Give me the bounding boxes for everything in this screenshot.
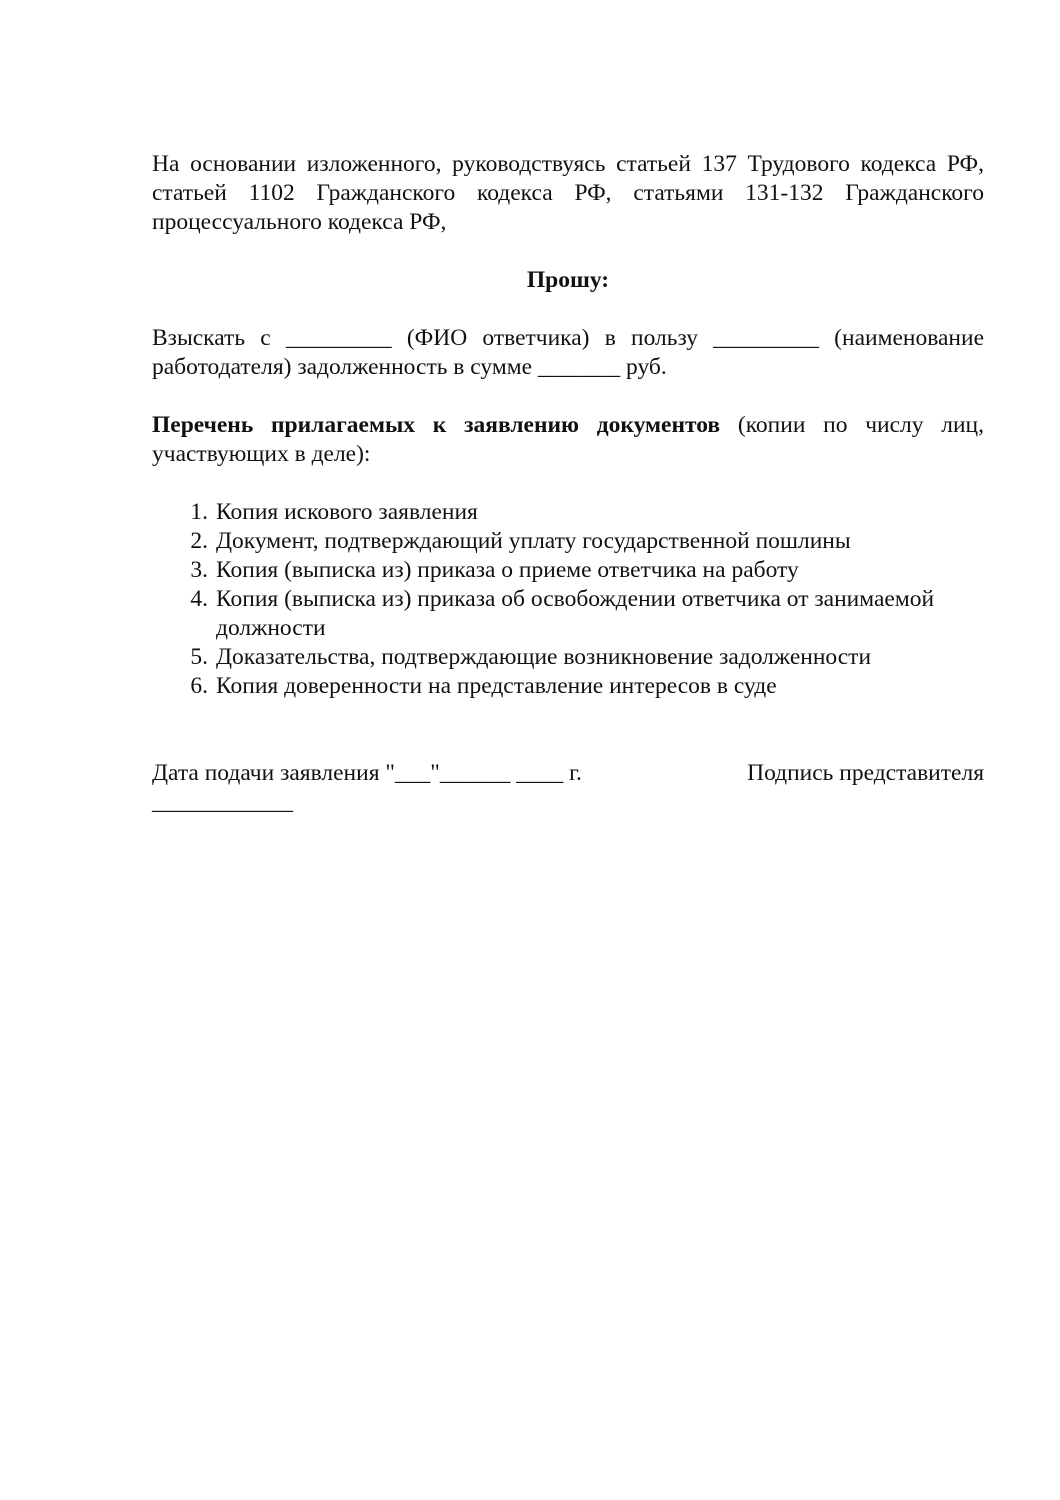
attachments-title: Перечень прилагаемых к заявлению документов (152, 412, 721, 438)
list-item-text: Копия искового заявления (216, 499, 478, 525)
list-item (152, 672, 984, 701)
list-item (152, 498, 984, 527)
list-item-text: Документ, подтверждающий уплату государственной пошлины (216, 528, 851, 554)
list-item (152, 643, 984, 672)
list-item-number: 3. (190, 557, 208, 583)
list-item-number: 4. (190, 586, 208, 612)
list-item-text: Копия (выписка из) приказа о приеме ответчика на работу (216, 557, 799, 583)
submission-date-label: Дата подачи заявления "___"______ ____ г. (152, 760, 582, 786)
request-paragraph: Взыскать с _________ (ФИО ответчика) в пользу _________ (наименование работодателя) задолженность в сумме _______ руб. (152, 325, 984, 380)
list-item-number: 2. (190, 528, 208, 554)
document-page (152, 150, 984, 817)
signature-line: ____________ (152, 789, 293, 815)
list-item-text: Доказательства, подтверждающие возникновение задолженности (216, 644, 872, 670)
list-item (152, 585, 984, 643)
intro-paragraph: На основании изложенного, руководствуясь статьей 137 Трудового кодекса РФ, статьей 1102 Гражданского кодекса РФ, статьями 131-132 Гражданского процессуального кодекса РФ, (152, 151, 984, 235)
attachments-paragraph (152, 411, 984, 469)
request-heading: Прошу: (526, 267, 610, 293)
list-item-number: 6. (190, 673, 208, 699)
attachments-note: (копии по числу лиц, участвующих в деле): (152, 412, 984, 467)
attachments-list (152, 498, 984, 701)
list-item (152, 556, 984, 585)
list-item-text: Копия (выписка из) приказа об освобождении ответчика от занимаемой должности (216, 586, 935, 641)
list-item-text: Копия доверенности на представление интересов в суде (216, 673, 777, 699)
list-item-number: 1. (190, 499, 208, 525)
signature-label: Подпись представителя (747, 760, 984, 786)
list-item (152, 527, 984, 556)
list-item-number: 5. (190, 644, 208, 670)
footer-row (152, 759, 984, 788)
